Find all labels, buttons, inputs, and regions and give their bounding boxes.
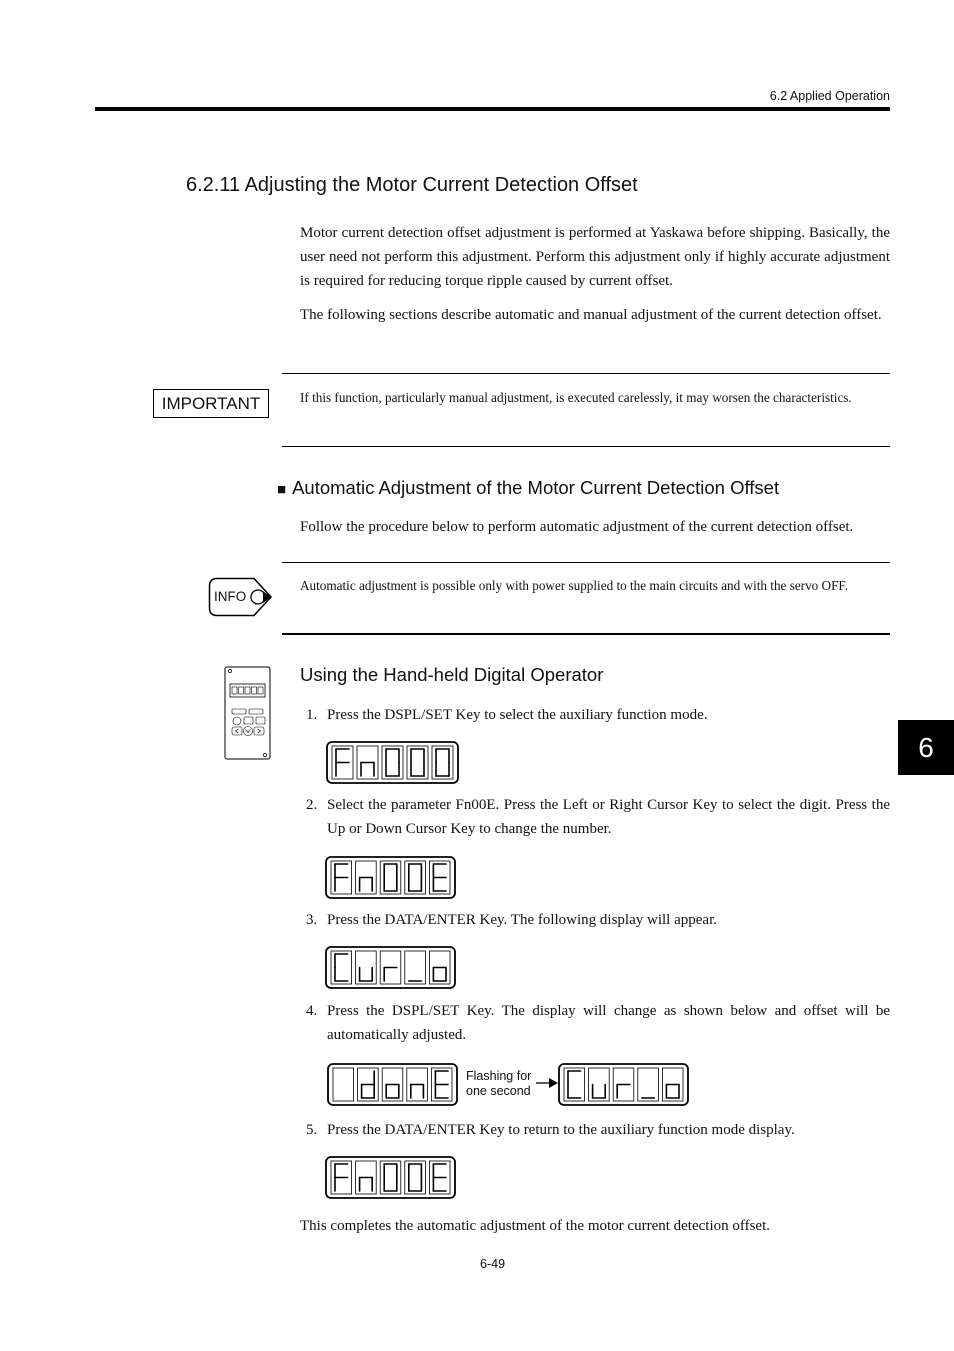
intro-paragraph-2: The following sections describe automatic and manual adjustment of the current detection offset. — [300, 307, 882, 323]
digital-operator-icon — [224, 666, 272, 760]
important-label: IMPORTANT — [153, 389, 269, 418]
bullet-square-icon: ■ — [277, 481, 287, 498]
step-2 — [306, 793, 890, 841]
flashing-label — [466, 1069, 531, 1099]
info-text: Automatic adjustment is possible only with power supplied to the main circuits and with the servo OFF. — [300, 578, 848, 593]
chapter-tab: 6 — [898, 720, 954, 775]
step-text: Press the DATA/ENTER Key to return to the auxiliary function mode display. — [327, 1122, 795, 1138]
step-text: Select the parameter Fn00E. Press the Left or Right Cursor Key to select the digit. Press the Up or Down Cursor Key to change the number. — [327, 797, 890, 837]
conclusion-text: This completes the automatic adjustment of the motor current detection offset. — [300, 1218, 771, 1234]
important-text: If this function, particularly manual adjustment, is executed carelessly, it may worsen the characteristics. — [300, 390, 852, 405]
step-5 — [306, 1118, 890, 1142]
step-number: 1. — [306, 707, 318, 723]
display-fn000 — [326, 741, 459, 784]
section-title: 6.2.11 Adjusting the Motor Current Detection Offset — [186, 174, 638, 196]
step-number: 2. — [306, 797, 318, 813]
auto-adjust-title: Automatic Adjustment of the Motor Current Detection Offset — [292, 477, 780, 498]
info-label: INFO — [214, 589, 247, 604]
page-number: 6-49 — [480, 1257, 506, 1271]
display-cur-o — [325, 946, 456, 989]
step-number: 3. — [306, 912, 318, 928]
auto-adjust-intro: Follow the procedure below to perform automatic adjustment of the current detection offset. — [300, 519, 854, 535]
display-fn00e — [325, 856, 456, 899]
intro-paragraph-1: Motor current detection offset adjustment is performed at Yaskawa before shipping. Basically, the user need not perform this adjustment. Perform this adjustment only if highly accurate adjustment is required for reducing torque ripple caused by current offset. — [300, 225, 890, 289]
header-rule — [95, 107, 890, 111]
step-number: 4. — [306, 1003, 318, 1019]
step-3 — [306, 908, 890, 932]
info-rule-top — [282, 562, 890, 563]
step-text: Press the DSPL/SET Key. The display will change as shown below and offset will be automatically adjusted. — [327, 1003, 890, 1043]
display-done — [327, 1063, 458, 1106]
step-4 — [306, 999, 890, 1047]
display-cur-o-2 — [558, 1063, 689, 1106]
flashing-label-line2: one second — [466, 1084, 531, 1098]
auto-adjust-heading — [277, 477, 779, 499]
led-display — [326, 741, 459, 784]
flashing-label-line1: Flashing for — [466, 1069, 532, 1083]
important-rule-top — [282, 373, 890, 374]
arrow-right-icon — [535, 1076, 559, 1090]
led-display — [325, 1156, 456, 1199]
step-text: Press the DSPL/SET Key to select the auxiliary function mode. — [327, 707, 708, 723]
step-text: Press the DATA/ENTER Key. The following display will appear. — [327, 912, 717, 928]
info-rule-bottom — [282, 633, 890, 635]
led-display — [327, 1063, 458, 1106]
led-display — [325, 856, 456, 899]
step-1 — [306, 703, 890, 727]
step-number: 5. — [306, 1122, 318, 1138]
led-display — [558, 1063, 689, 1106]
info-icon — [208, 577, 274, 617]
operator-section-title: Using the Hand-held Digital Operator — [300, 664, 604, 685]
led-display — [325, 946, 456, 989]
display-fn00e-2 — [325, 1156, 456, 1199]
running-header: 6.2 Applied Operation — [769, 89, 890, 103]
important-rule-bottom — [282, 446, 890, 447]
